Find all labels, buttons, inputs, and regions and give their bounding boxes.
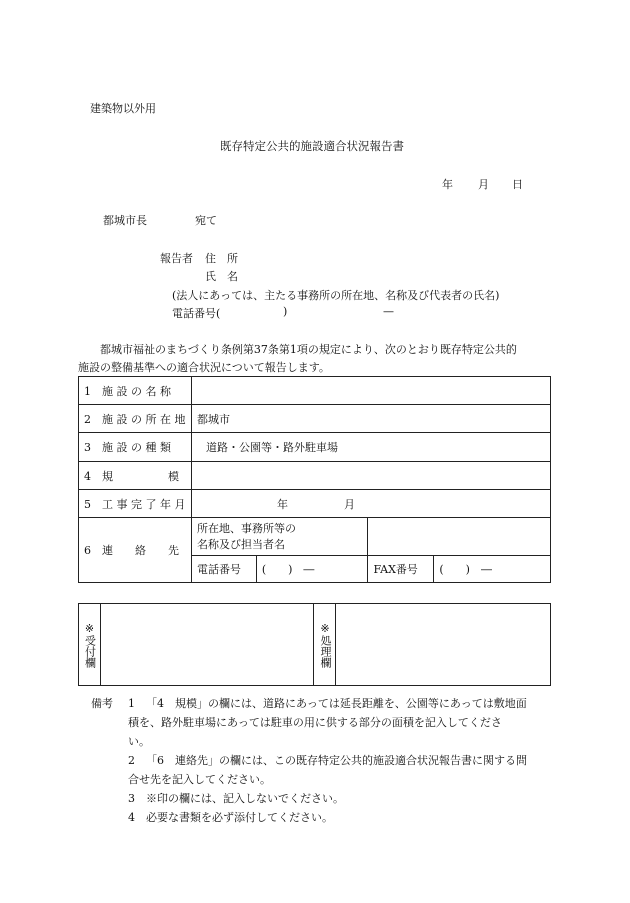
facility-type-label: 3 施 設 の 種 類 [79, 433, 192, 462]
note-2-line-2: 合せ先を記入してください。 [128, 773, 271, 786]
facility-location-field[interactable]: 都城市 [191, 405, 550, 433]
contact-label: 6 連 絡 先 [79, 518, 192, 583]
contact-sub-label-line-2: 名称及び担当者名 [196, 537, 285, 551]
table-row [79, 490, 551, 518]
facility-name-label: 1 施 設 の 名 称 [79, 377, 192, 405]
reporter-phone-close: ) [283, 305, 288, 318]
reporter-address-label: 住 所 [205, 252, 238, 265]
table-row [79, 405, 551, 433]
table-row [79, 518, 551, 556]
note-2-line-1: 「6 連絡先」の欄には、この既存特定公共的施設適合状況報告書に関する問 [146, 754, 527, 767]
table-row [79, 433, 551, 462]
contact-sub-label-line-1: 所在地、事務所等の [196, 521, 296, 535]
info-table [78, 376, 551, 583]
scale-field[interactable] [191, 462, 550, 490]
facility-location-label: 2 施 設 の 所 在 地 [79, 405, 192, 433]
reception-label-cell [79, 604, 101, 686]
note-4-text: 必要な書類を必ず添付してください。 [146, 811, 333, 824]
reporter-phone-dash: — [383, 305, 394, 318]
intro-line-1: 都城市福祉のまちづくり条例第37条第1項の規定により、次のとおり既存特定公共的 [100, 343, 517, 356]
notes-heading: 備考 [91, 697, 113, 710]
contact-fax-field[interactable]: ( ) ― [434, 556, 551, 583]
form-category: 建築物以外用 [90, 102, 156, 115]
reporter-corp-note: (法人にあっては、主たる事務所の所在地、名称及び代表者の氏名) [172, 289, 500, 302]
contact-sub-label [191, 518, 368, 556]
processing-label: 処理欄 [318, 635, 332, 668]
intro-line-2: 施設の整備基準への適合状況について報告します。 [78, 361, 330, 374]
completion-month-label: 月 [343, 497, 355, 511]
processing-field[interactable] [336, 604, 551, 686]
page-title: 既存特定公共的施設適合状況報告書 [220, 139, 404, 153]
completion-label: 5 工 事 完 了 年 月 [79, 490, 192, 518]
note-1-line-3: い。 [128, 735, 150, 748]
contact-phone-label: 電話番号 [191, 556, 256, 583]
note-3-text: ※印の欄には、記入しないでください。 [146, 792, 344, 805]
reporter-label: 報告者 [160, 252, 193, 265]
note-1-line-1: 「4 規模」の欄には、道路にあっては延長距離を、公園等にあっては敷地面 [146, 697, 527, 710]
completion-field[interactable] [191, 490, 550, 518]
table-row [79, 377, 551, 405]
addressee-name: 都城市長 [103, 214, 147, 227]
facility-type-field[interactable]: 道路・公園等・路外駐車場 [191, 433, 550, 462]
date-year-label: 年 [442, 178, 453, 191]
date-month-label: 月 [478, 178, 489, 191]
addressee-suffix: 宛て [195, 214, 217, 227]
table-row [79, 462, 551, 490]
processing-mark: ※ [320, 622, 330, 635]
reception-mark: ※ [84, 622, 95, 635]
reporter-name-label: 氏 名 [205, 270, 238, 283]
contact-phone-field[interactable]: ( ) ― [256, 556, 368, 583]
completion-year-label: 年 [276, 497, 288, 511]
reception-field[interactable] [100, 604, 314, 686]
contact-name-field[interactable] [368, 518, 551, 556]
facility-name-field[interactable] [191, 377, 550, 405]
date-day-label: 日 [512, 178, 523, 191]
note-2-number: 2 [128, 754, 135, 767]
scale-label: 4 規 模 [79, 462, 192, 490]
reporter-phone-label: 電話番号( [172, 307, 221, 320]
note-1-line-2: 積を、路外駐車場にあっては駐車の用に供する部分の面積を記入してくださ [128, 716, 502, 729]
note-4-number: 4 [128, 811, 135, 824]
reception-label: 受付欄 [83, 635, 97, 668]
stamp-table [78, 603, 551, 686]
note-3-number: 3 [128, 792, 135, 805]
contact-fax-label: FAX番号 [368, 556, 434, 583]
processing-label-cell [314, 604, 336, 686]
note-1-number: 1 [128, 697, 135, 710]
